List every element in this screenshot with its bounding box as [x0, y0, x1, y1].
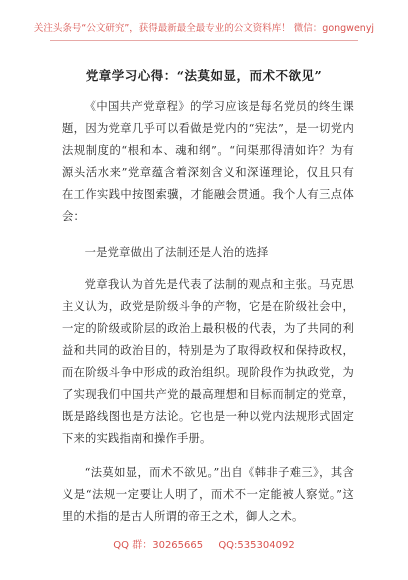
footer-contact — [0, 536, 408, 551]
paragraph-hanfeizi-quote: “法莫如显，而术不欲见。”出自《韩非子难三》，其含义是“法规一定要让人明了，而术不一定能被人察觉。”这里的术指的是古人所谓的帝王之术，御人之术。 — [62, 466, 354, 523]
paragraph-intro: 《中国共产党章程》的学习应该是每名党员的终生课题，因为党章几乎可以看做是党内的“宪法”，是一切党内法规制度的“根和本、魂和纲”。“问渠那得清如许？为有源头活水来”党章蕴含着深刻含义和深谨理论，仅且只有在工作实践中按图索骥，才能融会贯通。我个人有三点体会： — [62, 100, 354, 223]
header-divider — [50, 40, 358, 41]
document-body — [62, 96, 354, 528]
paragraph-party-constitution: 党章我认为首先是代表了法制的观点和主张。马克思主义认为，政党是阶级斗争的产物，它是在阶级社会中，一定的阶级或阶层的政治上最积极的代表，为了共同的利益和共同的政治目的，特别是为了取得政权和保持政权，而在阶级斗争中形成的政治组织。现阶段作为执政党，为了实现我们中国共产党的最高理想和目标而制定的党章，既是路线图也是方法论。它也是一种以党内法规形式固定下来的实践指南和操作手册。 — [62, 278, 354, 445]
header-banner: 关注头条号“公文研究”，获得最新最全最专业的公文资料库！ 微信：gongwenyj — [33, 23, 375, 34]
section-heading: 一是党章做出了法制还是人治的选择 — [84, 246, 269, 259]
footer-qq-number: QQ:535304092 — [218, 540, 295, 551]
footer-qq-group: QQ 群：30265665 — [113, 540, 204, 551]
document-title: 党章学习心得：“法莫如显，而术不欲见” — [85, 68, 323, 83]
